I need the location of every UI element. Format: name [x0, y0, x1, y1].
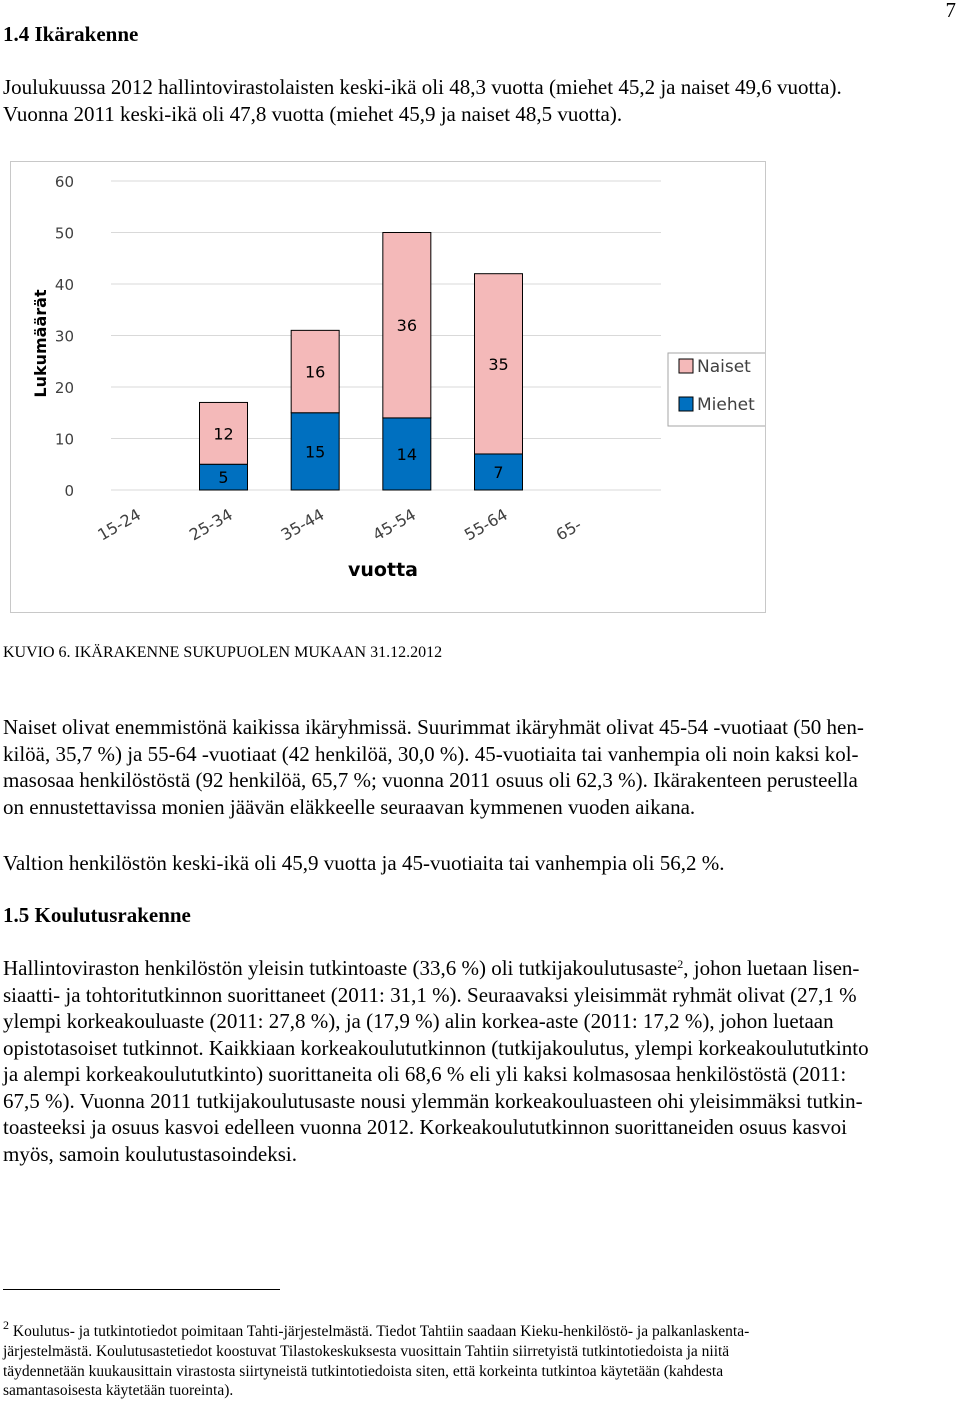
x-tick-label: 25-34 [186, 504, 236, 545]
legend-swatch [679, 359, 693, 373]
legend-swatch [679, 397, 693, 411]
footnote-line: samantasoisesta käytetään tuoreinta). [3, 1382, 234, 1400]
y-tick-label: 60 [54, 173, 74, 191]
footnote-divider [3, 1289, 280, 1290]
y-tick-label: 40 [54, 276, 74, 294]
paragraph-line: siaatti- ja tohtoritutkinnon suorittaneet (2011: 31,1 %). Seuraavaksi yleisimmät ryhmät olivat (27,1 % [3, 982, 857, 1007]
data-label: 16 [304, 362, 326, 382]
y-axis-title: Lukumäärät [31, 289, 50, 398]
y-tick-label: 50 [54, 224, 74, 243]
x-tick-label: 15-24 [94, 504, 145, 545]
paragraph-line: Naiset olivat enemmistönä kaikissa ikäryhmissä. Suurimmat ikäryhmät olivat 45-54 -vuotiaat (50 hen- [3, 715, 864, 739]
footnote-text: Koulutus- ja tutkintotiedot poimitaan Tahti-järjestelmästä. Tiedot Tahtiin saadaan Kieku-henkilöstö- ja palkanlaskenta- [9, 1323, 750, 1340]
footnote-number: 2 [3, 1318, 9, 1332]
paragraph-text: Hallintoviraston henkilöstön yleisin tutkintoaste (33,6 %) oli tutkijakoulutusaste [3, 956, 678, 980]
paragraph-line: opistotasoiset tutkinnot. Kaikkiaan korkeakoulututkinnon (tutkijakoulutus, ylempi korkeakoulututkinto [3, 1035, 869, 1060]
paragraph-line: toasteeksi ja osuus kasvoi edelleen vuonna 2012. Korkeakoulututkinnon suorittaneiden osuus kasvoi [3, 1115, 847, 1139]
paragraph-line: ylempi korkeakouluaste (2011: 27,8 %), ja (17,9 %) alin korkea-aste (2011: 17,2 %), johon luetaan [3, 1009, 834, 1033]
legend-label: Naiset [697, 357, 751, 377]
data-label: 12 [213, 424, 234, 444]
intro-paragraph [3, 74, 958, 127]
paragraph-line: myös, samoin koulutustasoindeksi. [3, 1141, 297, 1166]
paragraph-line: ja alempi korkeakoulututkinto) suorittaneita oli 68,6 % eli yli kaksi kolmasosaa henkilöstöstä (2011: [3, 1062, 847, 1086]
y-tick-label: 20 [54, 379, 74, 397]
data-label: 15 [304, 442, 326, 462]
paragraph-education [3, 955, 958, 1167]
paragraph-state-average: Valtion henkilöstön keski-ikä oli 45,9 vuotta ja 45-vuotiaita tai vanhempia oli 56,2 %. [3, 851, 725, 875]
data-label: 14 [396, 444, 418, 464]
y-tick-label: 10 [54, 430, 74, 449]
y-tick-label: 30 [54, 327, 74, 346]
paragraph-line [3, 955, 958, 982]
footnote-line: täydennetään kuukausittain virastosta siirtyneistä tutkintotiedoista siten, että korkeinta tutkintoa käytetään (kahdesta [3, 1362, 724, 1380]
section-title-education: 1.5 Koulutusrakenne [3, 903, 191, 927]
paragraph-line: kilöä, 35,7 %) ja 55-64 -vuotiaat (42 henkilöä, 30,0 %). 45-vuotiaita tai vanhempia oli noin kaksi kol- [3, 741, 859, 766]
chart-svg [11, 162, 765, 612]
paragraph-line: 67,5 %). Vuonna 2011 tutkijakoulutusaste nousi ylemmän korkeakouluasteen ohi yleisimmäksi tutkin- [3, 1088, 863, 1113]
footnote [3, 1318, 958, 1401]
data-label: 36 [396, 316, 418, 336]
paragraph-line: masosaa henkilöstöstä (92 henkilöä, 65,7 %; vuonna 2011 osuus oli 62,3 %). Ikärakenteen perusteella [3, 768, 858, 792]
page-number: 7 [945, 0, 956, 22]
paragraph-age-groups [3, 714, 958, 820]
y-tick-label: 0 [64, 482, 74, 500]
intro-line-1: Joulukuussa 2012 hallintovirastolaisten keski-ikä oli 48,3 vuotta (miehet 45,2 ja naiset 49,6 vuotta). [3, 75, 842, 99]
paragraph-line: on ennustettavissa monien jäävän eläkkeelle seuraavan kymmenen vuoden aikana. [3, 794, 696, 819]
x-tick-label: 55-64 [461, 504, 511, 545]
intro-line-2: Vuonna 2011 keski-ikä oli 47,8 vuotta (miehet 45,9 ja naiset 48,5 vuotta). [3, 101, 623, 126]
section-title-age-structure: 1.4 Ikärakenne [3, 22, 139, 46]
footnote-line: järjestelmästä. Koulutusastetiedot koostuvat Tilastokeskuksesta vuosittain Tahtiin siirretyistä tutkintotiedoista ja niitä [3, 1342, 730, 1360]
paragraph-text: , johon luetaan lisen- [683, 956, 860, 980]
x-tick-label: 35-44 [277, 504, 328, 545]
data-label: 35 [488, 354, 509, 374]
x-axis-title: vuotta [348, 559, 418, 581]
legend-label: Miehet [697, 395, 755, 415]
figure-caption: KUVIO 6. IKÄRAKENNE SUKUPUOLEN MUKAAN 31.12.2012 [3, 644, 443, 661]
data-label: 5 [218, 468, 229, 488]
x-tick-label: 45-54 [369, 504, 420, 545]
x-tick-label: 65- [552, 514, 585, 545]
footnote-reference: 2 [677, 957, 684, 971]
data-label: 7 [493, 462, 504, 482]
footnote-line [3, 1318, 958, 1342]
age-structure-chart [10, 161, 766, 613]
